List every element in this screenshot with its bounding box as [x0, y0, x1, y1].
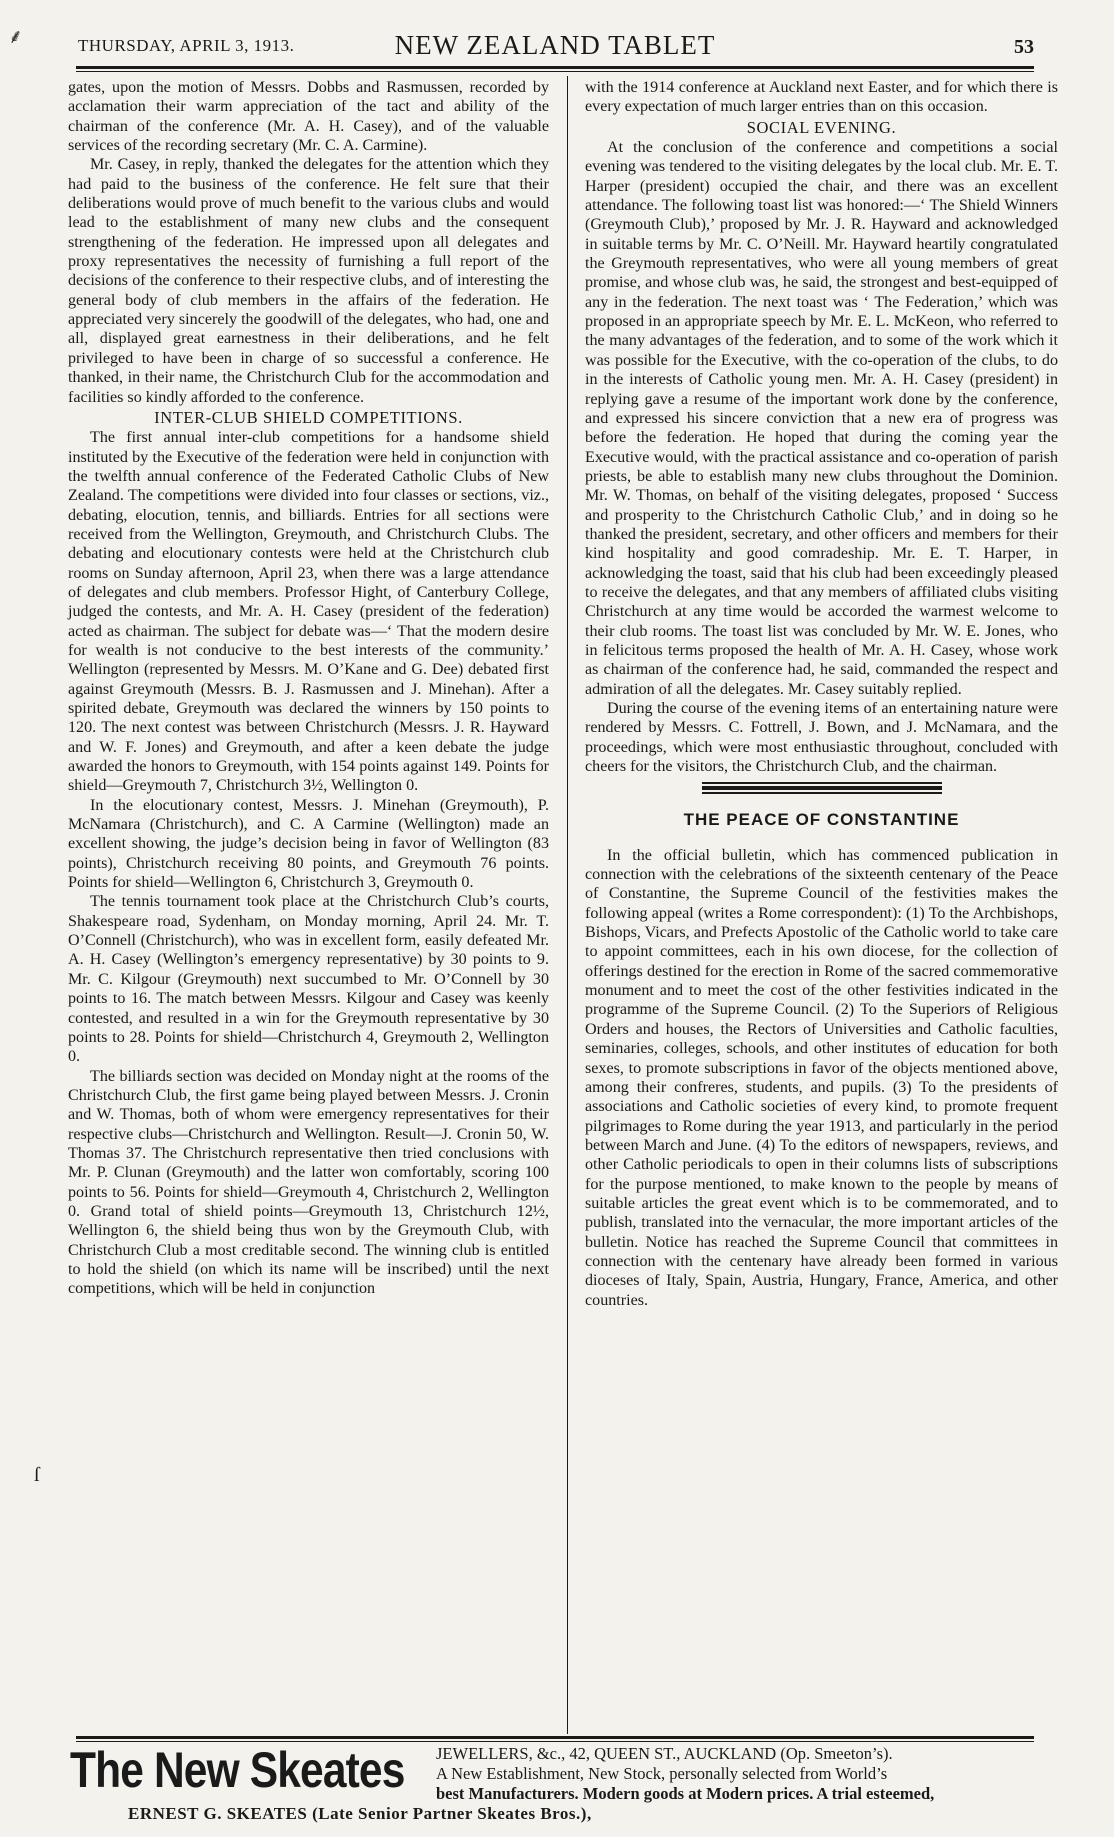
paragraph: The first annual inter-club competitions for a handsome shield instituted by the Executive of the federation were held in conjunction with the twelfth annual conference of the Federated Catholic Clubs of New Zealand. The competitions were divided into four classes or sections, viz., debating, elocution, tennis, and billiards. Entries for all sections were received from the Wellington, Greymouth, and Christchurch Clubs. The debating and elocutionary contests were held at the Christchurch club rooms on Sunday afternoon, April 23, when there was a large attendance of delegates and club members. Professor Hight, of Canterbury College, judged the contests, and Mr. A. H. Casey (president of the federation) acted as chairman. The subject for debate was—‘ That the modern desire for wealth is not conducive to the best interests of the community.’ Wellington (represented by Messrs. M. O’Kane and G. Dee) debated first against Greymouth (Messrs. B. J. Rasmussen and J. Minehan). After a spirited debate, Greymouth was declared the winners by 150 points to 120. The next contest was between Christchurch (Messrs. J. R. Hayward and W. F. Jones) and Greymouth, and after a keen debate the judge awarded the honors to Greymouth, with 154 points against 149. Points for shield—Greymouth 7, Christchurch 3½, Wellington 0. [68, 429, 549, 795]
masthead-title: NEW ZEALAND TABLET [394, 30, 716, 60]
left-column [68, 78, 549, 1299]
section-subheading: INTER-CLUB SHIELD COMPETITIONS. [154, 407, 463, 427]
paragraph: During the course of the evening items of an entertaining nature were rendered by Messrs. C. Fottrell, J. Bown, and J. McNamara, and the proceedings, which were most enthusiastic throughout, concluded with cheers for the visitors, the Christchurch Club, and the chairman. [585, 700, 1058, 776]
advert-line: JEWELLERS, &c., 42, QUEEN ST., AUCKLAND (Op. Smeeton’s). [436, 1744, 893, 1763]
paragraph: In the elocutionary contest, Messrs. J. Minehan (Greymouth), P. McNamara (Christchurch), and C. A Carmine (Wellington) made an excellent showing, the judge’s decision being in favor of Wellington (83 points), Christchurch receiving 80 points, and Greymouth 76 points. Points for shield—Wellington 6, Christchurch 3, Greymouth 0. [68, 796, 549, 892]
right-column [585, 78, 1058, 1310]
margin-mark: ⸙ [8, 26, 23, 48]
margin-mark: ſ [34, 1464, 40, 1486]
paragraph: At the conclusion of the conference and competitions a social evening was tendered to the visiting delegates by the local club. Mr. E. T. Harper (president) occupied the chair, and there was an excellent attendance. The following toast list was honored:—‘ The Shield Winners (Greymouth Club),’ proposed by Mr. J. R. Hayward and acknowledged in suitable terms by Mr. C. O’Neill. Mr. Hayward heartily congratulated the Greymouth representatives, who were all young members of great promise, and whose club was, he said, the strongest and best-equipped of any in the federation. The next toast was ‘ The Federation,’ which was proposed in an appropriate speech by Mr. E. L. McKeon, who referred to the many advantages of the federation, and to some of the work which it was possible for the Executive, with the co-operation of the clubs, to do in the interests of Catholic young men. Mr. A. H. Casey (president) in replying gave a resume of the important work done by the conference, and expressed his sincere conviction that a new era of progress was before the federation. He hoped that during the coming year the Executive would, with the practical assistance and co-operation of parish priests, be able to establish many new clubs throughout the Dominion. Mr. W. Thomas, on behalf of the visiting delegates, proposed ‘ Success and prosperity to the Christchurch Catholic Club,’ and in doing so he thanked the president, secretary, and other officers and members for their kind hospitality and good comradeship. Mr. E. T. Harper, in acknowledging the toast, said that his club had been exceedingly pleased to receive the delegates, and that any members of affiliated clubs visiting Christchurch at any time would be accorded the warmest welcome to their club rooms. The toast list was concluded by Mr. W. E. Jones, who in felicitous terms proposed the health of Mr. A. H. Casey, whose work as chairman of the conference had, he said, commanded the respect and admiration of all the delegates. Mr. Casey suitably replied. [585, 139, 1058, 698]
advert-line: best Manufacturers. Modern goods at Modern prices. A trial esteemed, [436, 1784, 935, 1803]
paragraph: The tennis tournament took place at the Christchurch Club’s courts, Shakespeare road, Sydenham, on Monday morning, April 24. Mr. T. O’Connell (Christchurch), who was in excellent form, easily defeated Mr. A. H. Casey (Wellington’s emergency representative) by 30 points to 9. Mr. C. Kilgour (Greymouth) next succumbed to Mr. O’Connell by 30 points to 16. The match between Messrs. Kilgour and Casey was keenly contested, and resulted in a win for the Greymouth representative by 30 points to 28. Points for shield—Christchurch 4, Greymouth 2, Wellington 0. [68, 893, 549, 1066]
page-number: 53 [1014, 36, 1034, 58]
advert-business-name: The New Skeates [70, 1742, 405, 1798]
header-rule-thin [76, 71, 1034, 72]
ornamental-rule [702, 782, 942, 794]
column-divider [567, 76, 568, 1734]
paragraph: with the 1914 conference at Auckland next Easter, and for which there is every expectation of much larger entries than on this occasion. [585, 79, 1058, 116]
article-title: THE PEACE OF CONSTANTINE [683, 810, 960, 830]
issue-date: THURSDAY, APRIL 3, 1913. [78, 36, 295, 55]
advert-rule [76, 1736, 1034, 1739]
paragraph: Mr. Casey, in reply, thanked the delegates for the attention which they had paid to the business of the conference. He felt sure that their deliberations would prove of much benefit to the various clubs and would lead to the establishment of many new clubs and the consequent strengthening of the federation. He impressed upon all delegates and proxy representatives the necessity of furnishing a full report of the decisions of the conference to their respective clubs, and of interesting the general body of club members in the affairs of the federation. He appreciated very sincerely the goodwill of the delegates, who had, one and all, displayed great earnestness in their deliberations, and he felt privileged to have been in charge of so successful a conference. He thanked, in their name, the Christchurch Club for the accommodation and facilities so kindly afforded to the conference. [68, 156, 549, 406]
paragraph: In the official bulletin, which has commenced publication in connection with the celebrations of the sixteenth centenary of the Peace of Constantine, the Supreme Council of the festivities makes the following appeal (writes a Rome correspondent): (1) To the Archbishops, Bishops, Vicars, and Prefects Apostolic of the Catholic world to take care to appoint committees, each in his own diocese, for the collection of offerings destined for the erection in Rome of the sacred commemorative monument and to meet the cost of the other festivities indicated in the programme of the Supreme Council. (2) To the Superiors of Religious Orders and houses, the Rectors of Universities and Catholic faculties, seminaries, colleges, schools, and other institutes of education for both sexes, to promote subscriptions in favor of the objects mentioned above, among their confreres, students, and pupils. (3) To the presidents of associations and Catholic societies of every kind, to promote frequent pilgrimages to Rome during the year 1913, and particularly in the period between March and June. (4) To the editors of newspapers, reviews, and other Catholic periodicals to open in their columns lists of subscriptions for the purpose mentioned, to make known to the people by means of suitable articles the great event which is to be commemorated, and to publish, translated into the vernacular, the more important articles of the bulletin. Notice has reached the Supreme Council that committees in connection with the centenary have already been formed in various dioceses of Italy, Spain, Austria, Hungary, France, America, and other countries. [585, 846, 1058, 1309]
advert-proprietor: ERNEST G. SKEATES (Late Senior Partner Skeates Bros.), [128, 1804, 592, 1823]
paragraph: gates, upon the motion of Messrs. Dobbs and Rasmussen, recorded by acclamation their warm appreciation of the tact and ability of the chairman of the conference (Mr. A. H. Casey), and of the valuable services of the recording secretary (Mr. C. A. Carmine). [68, 79, 549, 155]
paragraph: The billiards section was decided on Monday night at the rooms of the Christchurch Club, the first game being played between Messrs. J. Cronin and W. Thomas, both of whom were emergency representatives for their respective clubs—Christchurch and Wellington. Result—J. Cronin 50, W. Thomas 37. The Christchurch representative then tried conclusions with Mr. P. Clunan (Greymouth) and the latter won comfortably, scoring 100 points to 56. Points for shield—Greymouth 4, Christchurch 2, Wellington 0. Grand total of shield points—Greymouth 13, Christchurch 12½, Wellington 6, the shield being thus won by the Greymouth Club, with Christchurch Club a most creditable second. The winning club is entitled to hold the shield (on which its name will be inscribed) until the next competitions, which will be held in conjunction [68, 1067, 549, 1298]
header-rule [76, 66, 1034, 69]
page-header [76, 30, 1034, 66]
advert-line: A New Establishment, New Stock, personally selected from World’s [436, 1764, 888, 1783]
section-subheading: SOCIAL EVENING. [746, 117, 897, 137]
